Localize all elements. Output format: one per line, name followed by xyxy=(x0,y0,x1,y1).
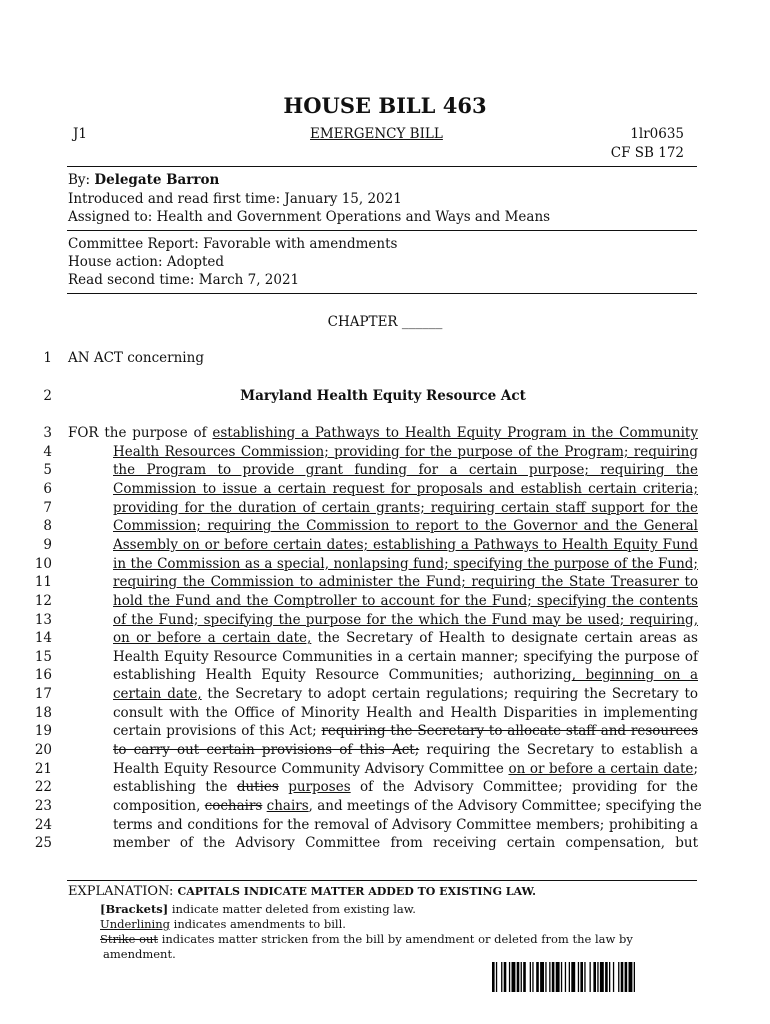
bill-text-segment: the Secretary of Health to designate certain areas as xyxy=(311,630,698,647)
barcode-bar xyxy=(504,962,507,992)
line-number: 23 xyxy=(34,798,52,814)
bill-line xyxy=(68,425,698,441)
bill-line xyxy=(113,612,698,628)
bill-title: HOUSE BILL 463 xyxy=(283,93,487,118)
cross-file: CF SB 172 xyxy=(610,145,684,161)
chapter-line: CHAPTER ______ xyxy=(327,314,443,330)
bill-text-segment: establishing the xyxy=(113,779,237,796)
amendment-text: of the Fund; specifying the purpose for the which the Fund may be used; requiring, xyxy=(113,611,698,628)
bill-line xyxy=(113,630,698,646)
line-number: 16 xyxy=(34,667,52,684)
barcode-bar xyxy=(605,962,608,992)
underlining-desc: indicates amendments to bill. xyxy=(169,917,346,931)
strike-desc: indicates matter stricken from the bill by amendment or deleted from the law by xyxy=(158,932,633,946)
barcode-bar xyxy=(530,962,531,992)
barcode-bar xyxy=(625,962,628,992)
strike-legend xyxy=(100,932,633,946)
line-number: 2 xyxy=(43,388,52,404)
amendment-text: , beginning on a xyxy=(571,667,698,684)
line-number: 19 xyxy=(34,723,52,740)
barcode-bar xyxy=(549,962,550,992)
bill-number: 1lr0635 xyxy=(630,126,684,142)
line-number: 22 xyxy=(34,779,52,796)
bill-text-segment: , and meetings of the Advisory Committee; specifying the xyxy=(308,798,702,814)
bill-line xyxy=(113,705,698,721)
underlining-sample: Underlining xyxy=(100,917,170,931)
header-rule xyxy=(67,166,697,167)
sponsor-name: Delegate Barron xyxy=(94,172,220,188)
barcode-bar xyxy=(590,962,591,992)
barcode-bar xyxy=(597,962,598,992)
line-number: 12 xyxy=(34,592,52,609)
bill-line xyxy=(113,761,698,777)
barcode-bar xyxy=(509,962,510,992)
bill-text-segment: Maryland Health Equity Resource Act xyxy=(240,388,526,404)
bill-line xyxy=(113,723,698,739)
bill-line xyxy=(113,444,698,460)
line-number: 24 xyxy=(34,816,52,833)
barcode-bar xyxy=(634,962,635,992)
bill-line xyxy=(113,835,698,851)
amendment-text: chairs xyxy=(266,798,309,814)
line-number: 13 xyxy=(34,611,52,628)
assigned-line: Assigned to: Health and Government Operations and Ways and Means xyxy=(68,209,551,225)
house-action: House action: Adopted xyxy=(68,254,225,270)
bill-line xyxy=(113,742,698,758)
amendment-text: certain date, xyxy=(113,686,202,703)
barcode-bar xyxy=(556,962,560,992)
barcode-bar xyxy=(571,962,575,992)
barcode-bar xyxy=(584,962,585,992)
barcode-bar xyxy=(512,962,516,992)
bill-text-segment: AN ACT concerning xyxy=(68,350,204,366)
line-number: 15 xyxy=(34,648,52,665)
underlining-legend xyxy=(100,917,346,931)
bill-line xyxy=(113,537,698,553)
bill-line xyxy=(113,462,698,478)
bill-line xyxy=(113,817,698,833)
amendment-text: Commission; requiring the Commission to report to the Governor and the General xyxy=(113,518,698,535)
barcode-bar xyxy=(593,962,596,992)
line-number: 20 xyxy=(34,742,52,759)
brackets-sample: [Brackets] xyxy=(100,902,169,916)
amendment-text: purposes xyxy=(288,779,351,796)
stricken-text: duties xyxy=(236,779,279,796)
line-number: 8 xyxy=(43,518,52,535)
bill-line xyxy=(113,667,698,683)
line-number: 4 xyxy=(43,443,52,460)
brackets-desc: indicate matter deleted from existing law. xyxy=(168,902,416,916)
introduced-line: Introduced and read first time: January 15, 2021 xyxy=(68,191,402,207)
bill-text-segment: Health Equity Resource Community Advisory Committee xyxy=(113,760,509,777)
amendment-text: providing for the duration of certain grants; requiring certain staff support for the xyxy=(113,499,698,516)
explanation-label: EXPLANATION: xyxy=(68,884,174,899)
amendment-text: Commission to issue a certain request for proposals and establish certain criteria; xyxy=(113,480,698,497)
bill-text-segment: Health Equity Resource Communities in a certain manner; specifying the purpose of xyxy=(113,648,698,665)
barcode-bar xyxy=(578,962,579,992)
amendment-text: on or before a certain date xyxy=(508,760,694,777)
second-reading: Read second time: March 7, 2021 xyxy=(68,272,300,288)
committee-report: Committee Report: Favorable with amendments xyxy=(68,236,398,252)
bill-text-segment: establishing Health Equity Resource Communities; authorizing xyxy=(113,667,572,684)
bill-line xyxy=(68,350,204,366)
bill-type: EMERGENCY BILL xyxy=(310,126,443,142)
bill-line xyxy=(113,481,698,497)
strike-sample: Strike out xyxy=(100,932,159,946)
bill-line xyxy=(113,500,698,516)
line-number: 25 xyxy=(34,835,52,852)
bill-line xyxy=(113,518,698,534)
bill-text-segment: of the Advisory Committee; providing for the xyxy=(350,779,699,796)
barcode-bar xyxy=(621,962,624,992)
footer-rule xyxy=(67,880,697,881)
barcode-bar xyxy=(492,962,495,992)
line-number: 3 xyxy=(43,425,52,441)
bill-text-segment: terms and conditions for the removal of Advisory Committee members; prohibiting a xyxy=(113,816,698,833)
bill-line xyxy=(113,649,698,665)
barcode-image xyxy=(492,962,680,992)
strike-desc-continued: amendment. xyxy=(103,947,176,961)
line-number: 11 xyxy=(34,574,52,591)
line-number: 6 xyxy=(43,480,52,497)
bill-text-segment xyxy=(279,779,288,795)
barcode-bar xyxy=(536,962,539,992)
bill-line xyxy=(113,574,698,590)
line-number: 1 xyxy=(43,350,52,366)
barcode-bar xyxy=(600,962,604,992)
barcode-bar xyxy=(501,962,502,992)
barcode-bar xyxy=(545,962,546,992)
barcode-bar xyxy=(609,962,610,992)
amendment-text: the Program to provide grant funding for a certain purpose; requiring the xyxy=(113,462,698,479)
barcode-bar xyxy=(565,962,566,992)
amendment-text: hold the Fund and the Comptroller to account for the Fund; specifying the contents xyxy=(113,592,698,609)
line-number: 9 xyxy=(43,536,52,553)
line-number: 14 xyxy=(34,630,52,647)
brackets-legend xyxy=(100,902,416,916)
bill-line xyxy=(113,686,698,702)
amendment-text: establishing a Pathways to Health Equity Program in the Community xyxy=(212,425,698,441)
amendment-text: requiring the Commission to administer the Fund; requiring the State Treasurer to xyxy=(113,574,698,591)
bill-line xyxy=(113,798,702,814)
sponsor-line xyxy=(68,172,219,188)
barcode-bar xyxy=(580,962,583,992)
bill-text-segment: ; xyxy=(693,760,698,777)
explanation-capitals: CAPITALS INDICATE MATTER ADDED TO EXISTING LAW. xyxy=(177,885,536,898)
bill-line xyxy=(113,779,698,795)
amendment-text: in the Commission as a special, nonlapsing fund; specifying the purpose of the Fund; xyxy=(113,555,698,572)
bill-text-segment: FOR the purpose of xyxy=(68,425,213,441)
bill-text-segment: composition, xyxy=(113,798,205,814)
stricken-text: to carry out certain provisions of this Act; xyxy=(113,742,420,759)
barcode-bar xyxy=(569,962,570,992)
line-number: 17 xyxy=(34,686,52,703)
stricken-text: cochairs xyxy=(204,798,263,814)
bill-text-segment: consult with the Office of Minority Health and Health Disparities in implementing xyxy=(113,704,698,721)
bill-text-segment: the Secretary to adopt certain regulations; requiring the Secretary to xyxy=(201,686,698,703)
barcode-bar xyxy=(540,962,544,992)
barcode-bar xyxy=(561,962,562,992)
barcode-bar xyxy=(523,962,526,992)
bill-text-segment: requiring the Secretary to establish a xyxy=(419,742,698,759)
barcode-bar xyxy=(629,962,633,992)
barcode-bar xyxy=(532,962,533,992)
line-number: 7 xyxy=(43,499,52,516)
barcode-bar xyxy=(618,962,619,992)
amendment-text: Health Resources Commission; providing for the purpose of the Program; requiring xyxy=(113,443,698,460)
barcode-bar xyxy=(552,962,555,992)
barcode-bar xyxy=(517,962,520,992)
barcode-bar xyxy=(496,962,497,992)
explanation-line xyxy=(68,884,536,899)
committee-rule xyxy=(67,293,697,294)
bill-text-segment: member of the Advisory Committee from receiving certain compensation, but xyxy=(113,835,698,852)
line-number: 5 xyxy=(43,462,52,479)
sponsor-rule xyxy=(67,230,697,231)
line-number: 21 xyxy=(34,760,52,777)
bill-text-segment: certain provisions of this Act; xyxy=(113,723,322,740)
amendment-text: Assembly on or before certain dates; establishing a Pathways to Health Equity Fund xyxy=(113,536,698,553)
line-number: 18 xyxy=(34,704,52,721)
barcode-bar xyxy=(613,962,614,992)
stricken-text: requiring the Secretary to allocate staff and resources xyxy=(321,723,698,740)
by-label: By: xyxy=(68,172,91,188)
amendment-text: on or before a certain date, xyxy=(113,630,312,647)
code-left: J1 xyxy=(73,126,88,142)
barcode-bar xyxy=(521,962,522,992)
line-number: 10 xyxy=(34,555,52,572)
bill-line xyxy=(113,556,698,572)
act-title xyxy=(0,388,766,404)
bill-line xyxy=(113,593,698,609)
